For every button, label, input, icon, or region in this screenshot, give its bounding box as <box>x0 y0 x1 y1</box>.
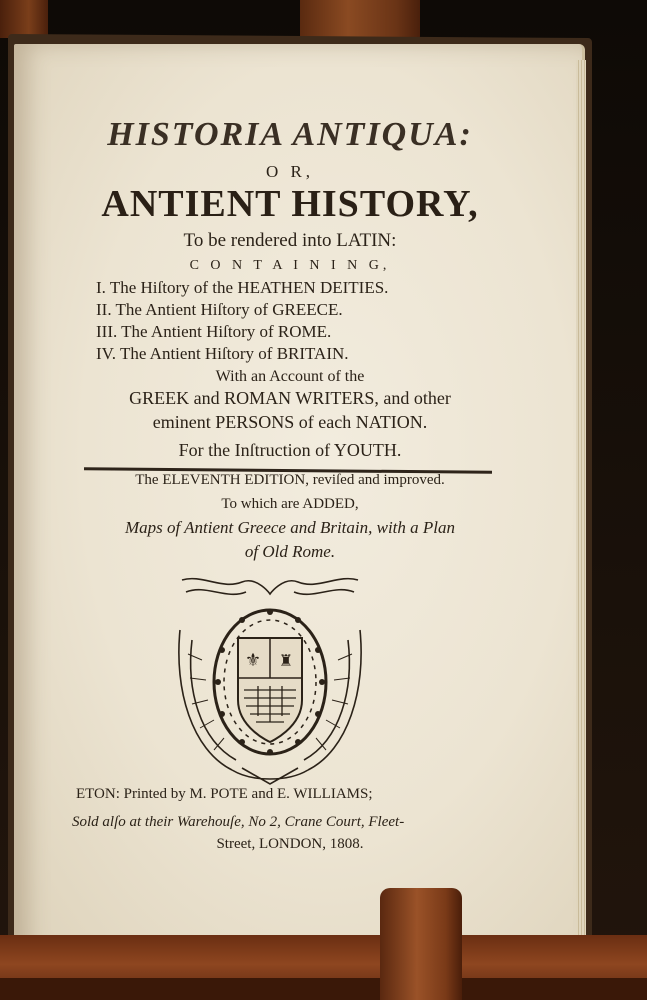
street-line: Street, LONDON, 1808. <box>216 836 364 852</box>
svg-text:⚜: ⚜ <box>244 650 262 671</box>
eminent-line: eminent PERSONS of each NATION. <box>152 412 428 432</box>
stand-foot <box>0 978 647 1000</box>
or-line: O R, <box>265 162 315 181</box>
writers-line: GREEK and ROMAN WRITERS, and other <box>129 388 451 408</box>
containing-line: C O N T A I N I N G, <box>189 258 391 273</box>
coat-of-arms-icon <box>172 570 368 792</box>
maps-line: Maps of Antient Greece and Britain, with a Plan <box>124 518 456 537</box>
main-title: ANTIENT HISTORY, <box>101 183 479 225</box>
title-latin: HISTORIA ANTIQUA: <box>107 116 473 153</box>
stand-clip-left <box>0 0 48 38</box>
contents-item: IV. The Antient Hiſtory of BRITAIN. <box>96 344 349 363</box>
page-edges <box>576 60 586 940</box>
contents-item: I. The Hiſtory of the HEATHEN DEITIES. <box>96 278 389 297</box>
latin-line: To be rendered into LATIN: <box>183 230 397 251</box>
instruction-line: For the Inſtruction of YOUTH. <box>178 440 402 460</box>
svg-text:♜: ♜ <box>278 651 294 670</box>
added-line: To which are ADDED, <box>221 496 359 512</box>
sold-line: Sold alſo at their Warehouſe, No 2, Crane Court, Fleet- <box>72 814 405 830</box>
edition-line: The ELEVENTH EDITION, reviſed and improved. <box>135 472 445 488</box>
contents-item: III. The Antient Hiſtory of ROME. <box>96 322 332 341</box>
title-page-text <box>60 44 520 944</box>
plan-line: of Old Rome. <box>244 542 336 561</box>
imprint-line: ETON: Printed by M. POTE and E. WILLIAMS; <box>76 786 373 802</box>
stand-post <box>380 888 462 1000</box>
account-line: With an Account of the <box>215 368 365 385</box>
contents-item: II. The Antient Hiſtory of GREECE. <box>96 300 343 319</box>
